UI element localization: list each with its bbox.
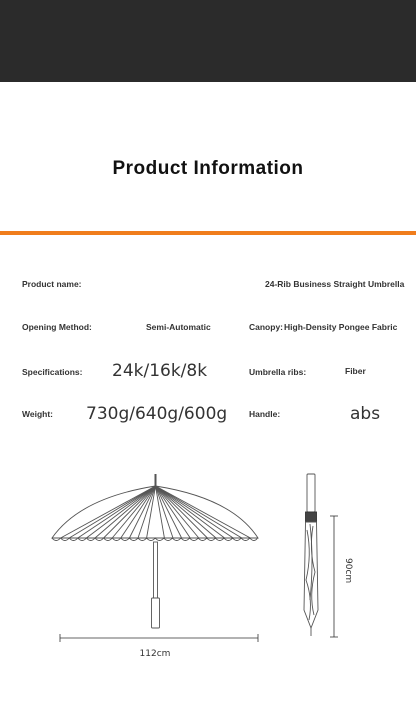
handle-value: abs (350, 404, 381, 424)
handle-label: Handle: (249, 409, 281, 419)
canopy-label: Canopy: (249, 322, 283, 332)
ribs-value: Fiber (345, 366, 366, 376)
ribs-label: Umbrella ribs: (249, 367, 307, 377)
specifications-label: Specifications: (22, 367, 83, 377)
length-dimension-line (330, 516, 338, 637)
umbrella-diagram (0, 460, 416, 696)
top-dark-band (0, 0, 416, 82)
length-dimension-label: 90cm (343, 558, 353, 584)
product-name-value: 24-Rib Business Straight Umbrella (265, 279, 405, 289)
accent-divider (0, 231, 416, 235)
weight-value: 730g/640g/600g (86, 404, 228, 424)
opening-method-value: Semi-Automatic (146, 322, 211, 332)
width-dimension-label: 112cm (139, 649, 171, 659)
opening-method-label: Opening Method: (22, 322, 92, 332)
page-title: Product Information (112, 158, 304, 179)
closed-umbrella-illustration (304, 474, 318, 636)
specifications-value: 24k/16k/8k (112, 361, 208, 381)
canopy-value: High-Density Pongee Fabric (284, 322, 398, 332)
weight-label: Weight: (22, 409, 54, 419)
product-name-label: Product name: (22, 279, 82, 289)
width-dimension-line (60, 634, 258, 642)
open-umbrella-illustration (52, 474, 258, 628)
